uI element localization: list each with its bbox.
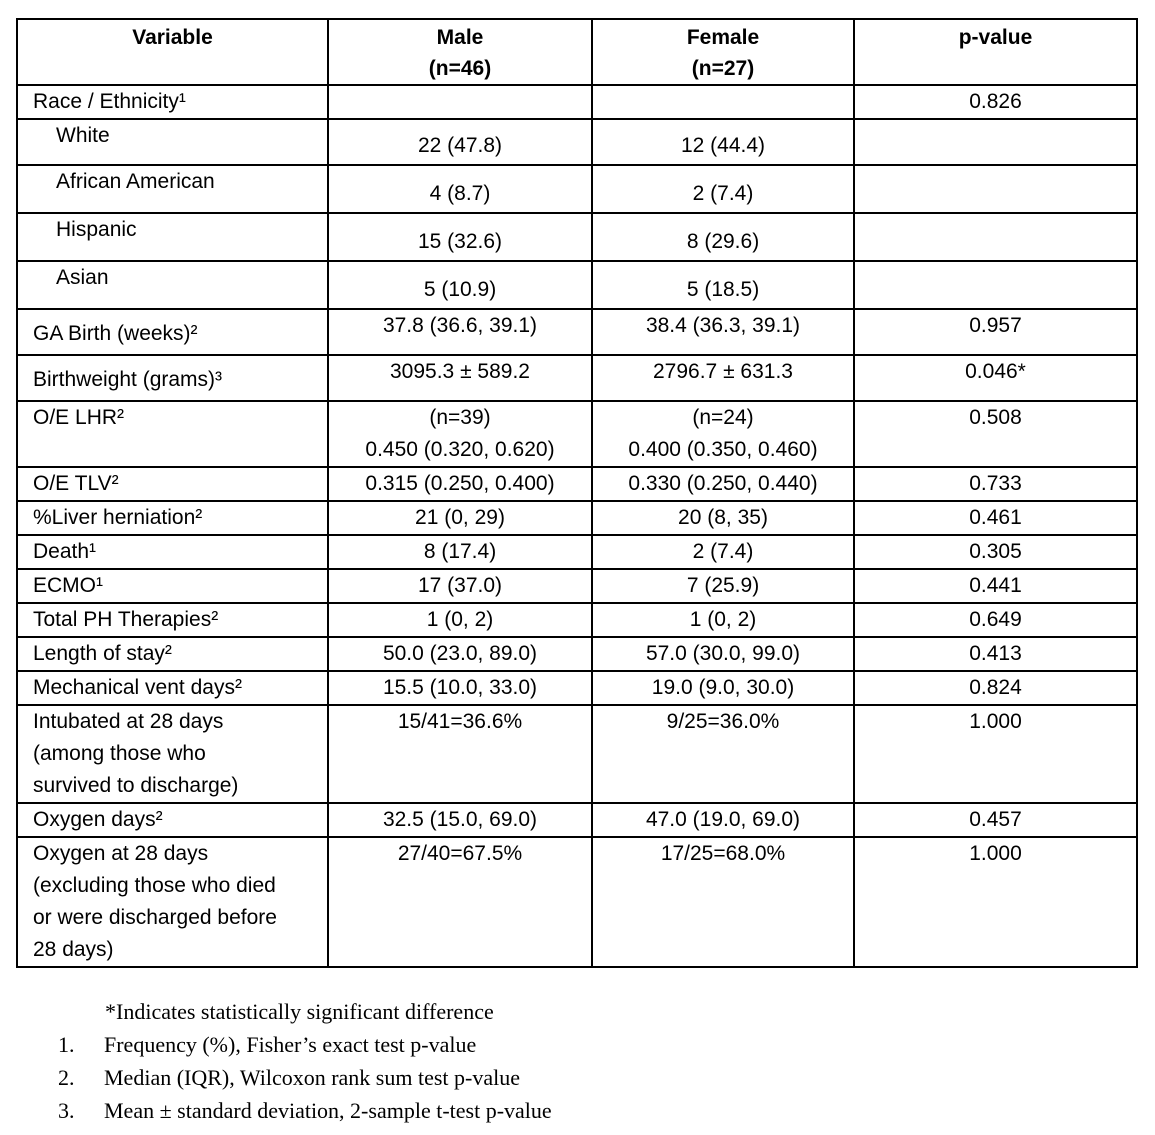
cell-female	[592, 803, 854, 837]
cell-male-text: 17 (37.0)	[417, 574, 503, 597]
cell-male	[328, 85, 592, 119]
cell-variable-text: African American	[56, 170, 215, 193]
cell-female	[592, 85, 854, 119]
cell-variable-text: Asian	[56, 266, 109, 289]
cell-female	[592, 705, 854, 803]
cell-male	[328, 213, 592, 261]
cell-variable	[17, 467, 328, 501]
cell-p-value	[854, 705, 1137, 803]
cell-p-value-text: 0.305	[969, 540, 1022, 563]
table-row	[17, 603, 1137, 637]
cell-female	[592, 467, 854, 501]
cell-female-text: 8 (29.6)	[686, 230, 760, 253]
cell-male	[328, 467, 592, 501]
cell-variable-text: Death¹	[33, 540, 97, 563]
cell-variable-text: Oxygen days²	[33, 808, 163, 831]
cell-female	[592, 261, 854, 309]
cell-p-value	[854, 85, 1137, 119]
cell-p-value	[854, 165, 1137, 213]
cell-male-text: 5 (10.9)	[423, 278, 497, 301]
cell-variable-text: O/E TLV²	[33, 472, 119, 495]
header-p-value: p-value	[854, 19, 1137, 85]
cell-female-text: 1 (0, 2)	[689, 608, 757, 631]
cell-female-text: 38.4 (36.3, 39.1)	[645, 314, 801, 337]
table-row	[17, 705, 1137, 803]
cell-male	[328, 569, 592, 603]
cell-p-value	[854, 603, 1137, 637]
table-row	[17, 261, 1137, 309]
cell-variable	[17, 569, 328, 603]
footnote-number: 3.	[58, 1098, 75, 1123]
cell-female	[592, 535, 854, 569]
cell-female-text: 57.0 (30.0, 99.0)	[645, 642, 801, 665]
cell-male	[328, 119, 592, 165]
cell-female	[592, 401, 854, 467]
footnote-text: Median (IQR), Wilcoxon rank sum test p-value	[104, 1065, 521, 1090]
cell-p-value	[854, 467, 1137, 501]
cell-male-text: 8 (17.4)	[423, 540, 497, 563]
cell-variable	[17, 261, 328, 309]
footnote-item	[58, 1061, 552, 1094]
cell-female-text: (n=24) 0.400 (0.350, 0.460)	[628, 406, 818, 461]
table-body	[17, 85, 1137, 967]
cell-variable	[17, 671, 328, 705]
cell-male-text: 4 (8.7)	[429, 182, 491, 205]
cell-male-text: 15.5 (10.0, 33.0)	[382, 676, 538, 699]
cell-male-text: 22 (47.8)	[417, 134, 503, 157]
results-table	[16, 18, 1138, 968]
footnote-number: 2.	[58, 1065, 75, 1090]
cell-female	[592, 309, 854, 355]
cell-p-value-text: 0.461	[969, 506, 1022, 529]
cell-male-text: 50.0 (23.0, 89.0)	[382, 642, 538, 665]
cell-female-text: 2796.7 ± 631.3	[653, 360, 793, 383]
cell-variable	[17, 837, 328, 967]
cell-p-value-text: 0.413	[969, 642, 1022, 665]
cell-male-text: 3095.3 ± 589.2	[390, 360, 530, 383]
cell-p-value	[854, 401, 1137, 467]
table-row	[17, 569, 1137, 603]
cell-variable	[17, 119, 328, 165]
cell-variable	[17, 705, 328, 803]
footnote-item	[58, 1028, 552, 1061]
cell-male	[328, 837, 592, 967]
cell-p-value	[854, 637, 1137, 671]
cell-variable-text: Hispanic	[56, 218, 137, 241]
cell-female-text: 17/25=68.0%	[660, 842, 786, 865]
cell-male-text: 0.315 (0.250, 0.400)	[365, 472, 555, 495]
cell-p-value	[854, 837, 1137, 967]
cell-variable-text: Birthweight (grams)³	[33, 368, 223, 391]
cell-female-text: 2 (7.4)	[692, 182, 754, 205]
header-row	[17, 19, 1137, 85]
cell-p-value	[854, 671, 1137, 705]
cell-variable-text: Oxygen at 28 days (excluding those who died or were discharged before 28 days)	[33, 842, 277, 961]
cell-male-text: 27/40=67.5%	[397, 842, 523, 865]
cell-variable-text: Intubated at 28 days (among those who survived to discharge)	[33, 710, 239, 797]
cell-male	[328, 309, 592, 355]
cell-male	[328, 803, 592, 837]
cell-p-value-text: 0.826	[969, 90, 1022, 113]
cell-male-text: 15/41=36.6%	[397, 710, 523, 733]
cell-p-value	[854, 119, 1137, 165]
table-row	[17, 85, 1137, 119]
cell-male	[328, 535, 592, 569]
cell-female	[592, 165, 854, 213]
cell-variable-text: %Liver herniation²	[33, 506, 203, 529]
cell-male-text: 37.8 (36.6, 39.1)	[382, 314, 538, 337]
cell-variable	[17, 213, 328, 261]
footnotes	[58, 995, 552, 1127]
cell-female	[592, 213, 854, 261]
header-female: Female (n=27)	[592, 19, 854, 85]
cell-female	[592, 501, 854, 535]
cell-female-text: 47.0 (19.0, 69.0)	[645, 808, 801, 831]
cell-variable-text: White	[56, 124, 110, 147]
cell-female-text: 20 (8, 35)	[678, 506, 768, 529]
cell-p-value	[854, 535, 1137, 569]
cell-variable-text: ECMO¹	[33, 574, 103, 597]
cell-male	[328, 671, 592, 705]
cell-male-text: 1 (0, 2)	[426, 608, 494, 631]
cell-p-value	[854, 309, 1137, 355]
cell-variable-text: Length of stay²	[33, 642, 172, 665]
cell-female-text: 12 (44.4)	[680, 134, 766, 157]
cell-female-text: 19.0 (9.0, 30.0)	[651, 676, 795, 699]
cell-p-value-text: 0.957	[969, 314, 1022, 337]
cell-female-text: 7 (25.9)	[686, 574, 760, 597]
cell-variable	[17, 603, 328, 637]
cell-p-value-text: 0.508	[969, 406, 1022, 429]
cell-male	[328, 637, 592, 671]
cell-p-value	[854, 803, 1137, 837]
cell-p-value	[854, 213, 1137, 261]
cell-variable	[17, 309, 328, 355]
cell-p-value-text: 0.824	[969, 676, 1022, 699]
footnote-item	[58, 1094, 552, 1127]
cell-female	[592, 837, 854, 967]
cell-variable	[17, 535, 328, 569]
cell-female	[592, 603, 854, 637]
cell-male-text: 15 (32.6)	[417, 230, 503, 253]
cell-p-value-text: 0.733	[969, 472, 1022, 495]
cell-male	[328, 355, 592, 401]
cell-male	[328, 261, 592, 309]
table-row	[17, 213, 1137, 261]
header-variable: Variable	[17, 19, 328, 85]
cell-male	[328, 165, 592, 213]
cell-variable	[17, 803, 328, 837]
cell-male	[328, 603, 592, 637]
table-row	[17, 535, 1137, 569]
cell-variable	[17, 401, 328, 467]
table-row	[17, 401, 1137, 467]
cell-p-value-text: 0.046*	[965, 360, 1026, 383]
cell-p-value	[854, 261, 1137, 309]
cell-female	[592, 569, 854, 603]
cell-female	[592, 119, 854, 165]
footnote-number: 1.	[58, 1032, 75, 1057]
cell-variable-text: O/E LHR²	[33, 406, 125, 429]
cell-female-text: 5 (18.5)	[686, 278, 760, 301]
cell-female-text: 9/25=36.0%	[666, 710, 780, 733]
cell-p-value-text: 0.457	[969, 808, 1022, 831]
table-row	[17, 467, 1137, 501]
cell-variable-text: Race / Ethnicity¹	[33, 90, 186, 113]
table-row	[17, 309, 1137, 355]
cell-variable	[17, 501, 328, 535]
header-male: Male (n=46)	[328, 19, 592, 85]
cell-variable-text: Mechanical vent days²	[33, 676, 242, 699]
cell-p-value	[854, 355, 1137, 401]
table-row	[17, 355, 1137, 401]
cell-variable-text: Total PH Therapies²	[33, 608, 219, 631]
cell-p-value-text: 1.000	[969, 842, 1022, 865]
cell-male-text: 32.5 (15.0, 69.0)	[382, 808, 538, 831]
cell-male-text: (n=39) 0.450 (0.320, 0.620)	[365, 406, 555, 461]
cell-p-value-text: 0.649	[969, 608, 1022, 631]
cell-p-value-text: 0.441	[969, 574, 1022, 597]
cell-female-text: 0.330 (0.250, 0.440)	[628, 472, 818, 495]
cell-p-value	[854, 569, 1137, 603]
cell-female	[592, 637, 854, 671]
cell-variable	[17, 165, 328, 213]
cell-male	[328, 705, 592, 803]
cell-male	[328, 401, 592, 467]
table-row	[17, 165, 1137, 213]
table-row	[17, 119, 1137, 165]
cell-variable	[17, 85, 328, 119]
table-row	[17, 837, 1137, 967]
footnote-text: Mean ± standard deviation, 2-sample t-test p-value	[104, 1098, 552, 1123]
cell-p-value	[854, 501, 1137, 535]
footnote-significance: *Indicates statistically significant difference	[105, 999, 494, 1024]
cell-female-text: 2 (7.4)	[692, 540, 754, 563]
table-row	[17, 501, 1137, 535]
table-row	[17, 671, 1137, 705]
cell-p-value-text: 1.000	[969, 710, 1022, 733]
cell-variable	[17, 637, 328, 671]
cell-variable	[17, 355, 328, 401]
cell-female	[592, 355, 854, 401]
cell-male-text: 21 (0, 29)	[415, 506, 505, 529]
footnote-text: Frequency (%), Fisher’s exact test p-value	[104, 1032, 477, 1057]
cell-variable-text: GA Birth (weeks)²	[33, 322, 198, 345]
cell-male	[328, 501, 592, 535]
table-row	[17, 637, 1137, 671]
table-row	[17, 803, 1137, 837]
cell-female	[592, 671, 854, 705]
